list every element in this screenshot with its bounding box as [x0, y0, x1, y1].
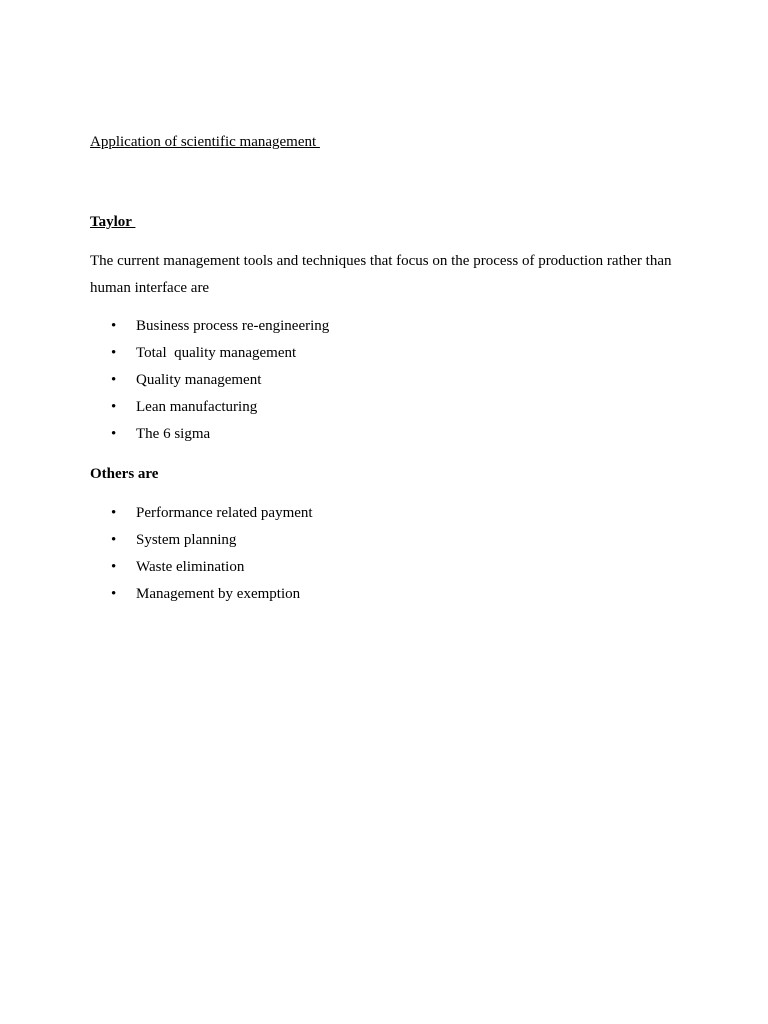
- list-item-text: The 6 sigma: [136, 426, 211, 442]
- bullet-icon: •: [111, 399, 117, 415]
- list-item: [90, 313, 329, 340]
- bullet-icon: •: [111, 505, 117, 521]
- list-item-text: Performance related payment: [136, 505, 313, 521]
- list-item: [90, 554, 313, 581]
- bullet-icon: •: [111, 586, 117, 602]
- list-item-text: System planning: [136, 532, 237, 548]
- document-title: Application of scientific management: [90, 134, 320, 150]
- section-heading-taylor: Taylor: [90, 214, 136, 230]
- list-item-text: Quality management: [136, 372, 262, 388]
- list-item: [90, 527, 313, 554]
- others-heading: Others are: [90, 466, 159, 482]
- list-item-text: Total quality management: [136, 345, 297, 361]
- bullet-icon: •: [111, 426, 117, 442]
- list-item: [90, 500, 313, 527]
- intro-paragraph: The current management tools and techniques that focus on the process of production rather than human interface are: [90, 253, 672, 296]
- list-item: [90, 367, 329, 394]
- production-tools-list: [90, 313, 329, 448]
- list-item: [90, 421, 329, 448]
- bullet-icon: •: [111, 372, 117, 388]
- other-tools-list: [90, 500, 313, 608]
- list-item-text: Business process re-engineering: [136, 318, 330, 334]
- list-item: [90, 581, 313, 608]
- bullet-icon: •: [111, 318, 117, 334]
- bullet-icon: •: [111, 532, 117, 548]
- list-item-text: Lean manufacturing: [136, 399, 258, 415]
- list-item-text: Waste elimination: [136, 559, 245, 575]
- bullet-icon: •: [111, 559, 117, 575]
- list-item-text: Management by exemption: [136, 586, 301, 602]
- bullet-icon: •: [111, 345, 117, 361]
- list-item: [90, 394, 329, 421]
- list-item: [90, 340, 329, 367]
